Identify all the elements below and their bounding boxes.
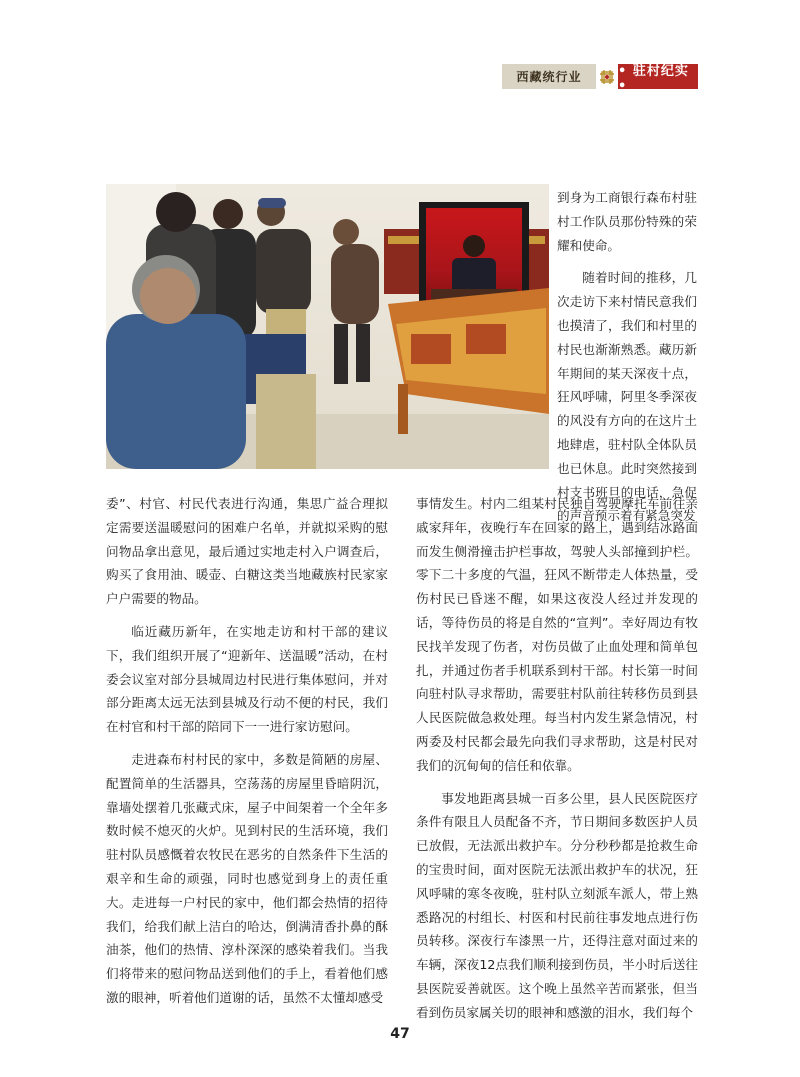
page-number: 47 xyxy=(390,1026,410,1042)
section-title: • 驻村纪实 • xyxy=(618,64,698,89)
photo-villagers-watching-tv xyxy=(106,184,549,469)
paragraph: 随着时间的推移，几次走访下来村情民意我们也摸清了，我们和村里的村民也渐渐熟悉。藏历新年期间的某天深夜十点，狂风呼啸，阿里冬季深夜的风没有方向的在这片土地肆虐，驻村队全体队员也已休息。此时突然接到村支书班旦的电话，急促的声音预示着有紧急突发 xyxy=(557,270,697,524)
endless-knot-icon xyxy=(596,64,618,89)
magazine-logo: 西藏统行业 xyxy=(502,64,596,89)
paragraph: 临近藏历新年，在实地走访和村干部的建议下，我们组织开展了“迎新年、送温暖”活动，在村委会议室对部分县城周边村民进行集体慰问，并对部分距离太远无法到县城及行动不便的村民，我们在村官和村干部的陪同下一一进行家访慰问。 xyxy=(106,623,388,735)
left-column-text xyxy=(106,492,388,1010)
right-column-top-text xyxy=(557,186,697,528)
running-header xyxy=(502,63,698,94)
paragraph: 走进森布村村民的家中，多数是简陋的房屋、配置简单的生活器具，空荡荡的房屋里昏暗阴沉，靠墙处摆着几张藏式床，屋子中间架着一个全年多数时候不熄灭的火炉。见到村民的生活环境，我们驻村队员感慨着农牧民在恶劣的自然条件下生活的艰辛和生命的顽强，同时也感觉到身上的责任重大。走进每一户村民的家中，他们都会热情的招待我们，给我们献上洁白的哈达，倒满清香扑鼻的酥油茶，他们的热情、淳朴深深的感染着我们。当我们将带来的慰问物品送到他们的手上，看着他们感激的眼神，听着他们道谢的话，虽然不太懂却感受 xyxy=(106,751,388,1005)
right-column-text xyxy=(416,492,698,1025)
paragraph: 到身为工商银行森布村驻村工作队员那份特殊的荣耀和使命。 xyxy=(557,190,697,253)
paragraph: 事情发生。村内二组某村民独自驾驶摩托车前往亲戚家拜年，夜晚行车在回家的路上，遇到结冰路面而发生侧滑撞击护栏事故，驾驶人头部撞到护栏。零下二十多度的气温，狂风不断带走人体热量，受伤村民已昏迷不醒，如果这夜没人经过并发现的话，等待伤员的将是自然的“宣判”。幸好周边有牧民找羊发现了伤者，对伤员做了止血处理和简单包扎，并通过伤者手机联系到村干部。村长第一时间向驻村队寻求帮助，需要驻村队前往转移伤员到县人民医院做急救处理。每当村内发生紧急情况，村两委及村民都会最先向我们寻求帮助，这是村民对我们的沉甸甸的信任和依靠。 xyxy=(416,496,698,773)
paragraph: 事发地距离县城一百多公里，县人民医院医疗条件有限且人员配备不齐，节日期间多数医护人员已放假，无法派出救护车。分分秒秒都是抢救生命的宝贵时间，面对医院无法派出救护车的状况，狂风呼啸的寒冬夜晚，驻村队立刻派车派人，带上熟悉路况的村组长、村医和村民前往事发地点进行伤员转移。深夜行车漆黑一片，还得注意对面过来的车辆，深夜12点我们顺利接到伤员，半小时后送往县医院妥善就医。这个晚上虽然辛苦而紧张，但当看到伤员家属关切的眼神和感激的泪水，我们每个 xyxy=(416,790,698,1020)
paragraph: 委”、村官、村民代表进行沟通，集思广益合理拟定需要送温暖慰问的困难户名单，并就拟采购的慰问物品拿出意见，最后通过实地走村入户调查后，购买了食用油、暖壶、白糖这类当地藏族村民家家户户需要的物品。 xyxy=(106,496,388,607)
